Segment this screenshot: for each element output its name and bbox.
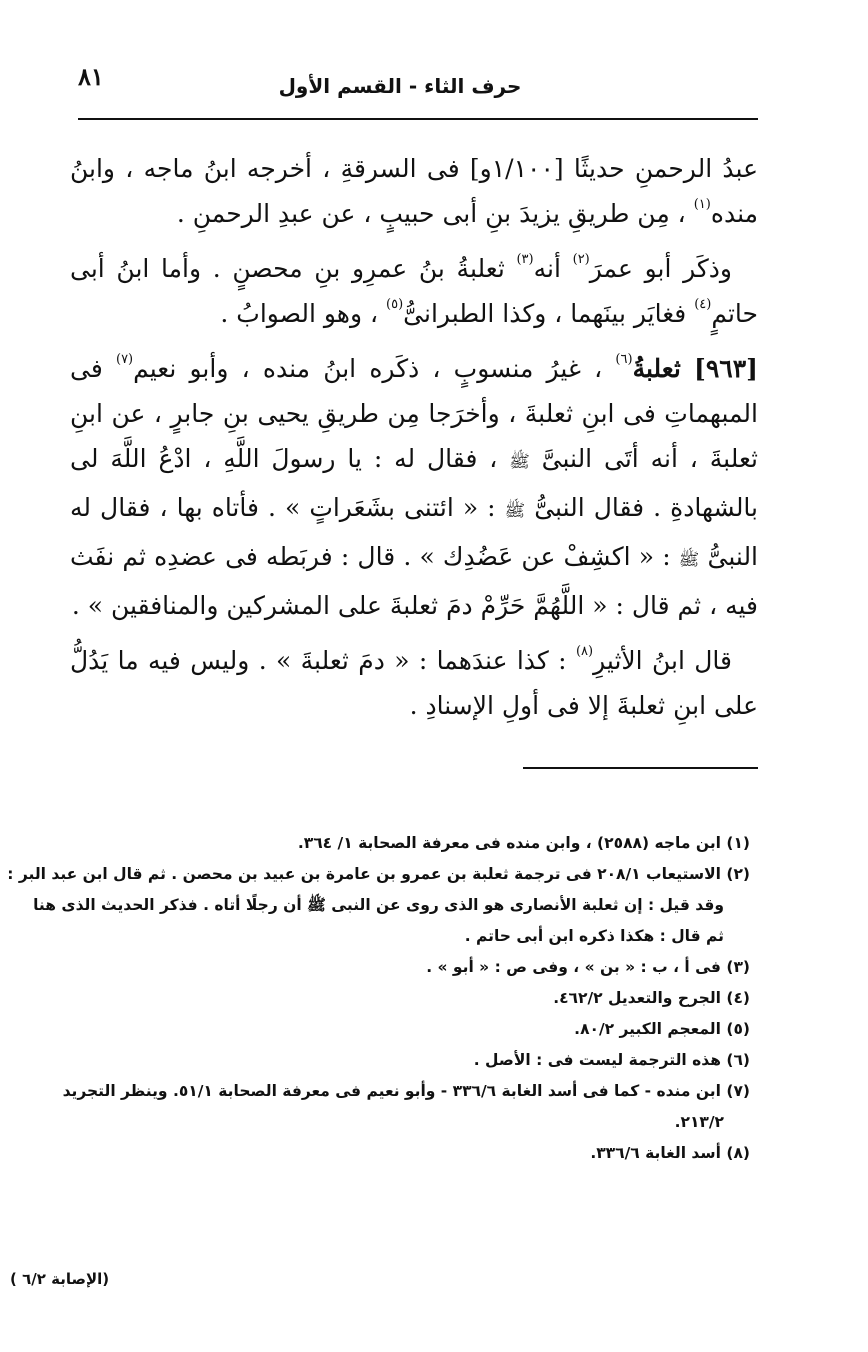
- salawat-glyph: ﷺ: [504, 501, 526, 521]
- section-end-rule: [70, 738, 758, 783]
- header-rule: [78, 118, 758, 120]
- footnote-1: (١) ابن ماجه (٢٥٨٨) ، وابن منده فى معرفة الصحابة ١/ ٣٦٤.: [297, 834, 750, 852]
- text-run: فغايَر بينَهما ، وكذا الطبرانىُّ: [403, 299, 695, 328]
- salawat-glyph: ﷺ: [678, 550, 700, 570]
- footnote-2: (٢) الاستيعاب ٢٠٨/١ فى ترجمة ثعلبة بن عمرو بن عامرة بن عبيد بن محصن . ثم قال ابن عبد البر :: [7, 865, 750, 883]
- footnote-ref-4[interactable]: (٤): [694, 297, 712, 312]
- footnote-ref-1[interactable]: (١): [693, 197, 711, 212]
- footer-signature: (الإصابة ٦/٢ ): [10, 1270, 110, 1288]
- text-run: فى المبهماتِ فى ابنِ ثعلبةَ ، وأخرَجا مِن طريقِ يحيى بنِ جابرٍ ، عن ابنِ ثعلبةَ ، أنه أتَى النبىَّ: [70, 354, 758, 473]
- footnote-ref-5[interactable]: (٥): [386, 297, 404, 312]
- paragraph-2: [70, 246, 758, 336]
- paragraph-4: [70, 638, 758, 728]
- footnote-6: (٦) هذه الترجمة ليست فى : الأصل .: [473, 1051, 750, 1069]
- text-run: ، وهو الصوابُ .: [220, 299, 387, 328]
- footnote-5: (٥) المعجم الكبير ٨٠/٢.: [574, 1020, 750, 1038]
- footnote-2-cont: ثم قال : هكذا ذكره ابن أبى حاتم .: [464, 927, 724, 945]
- footnote-ref-8[interactable]: (٨): [575, 644, 594, 659]
- text-run: : كذا عندَهما : « دمَ ثعلبةَ » . وليس فيه ما يَدُلُّ على ابنِ ثعلبةَ إلا فى أولِ الإسنادِ .: [70, 646, 758, 720]
- footnote-ref-3[interactable]: (٣): [516, 252, 534, 267]
- text-run: : « اكشِفْ عن عَضُدِك » . قال : فربَطه فى عضدِه ثم نفَث فيه ، ثم قال : « اللَّهُمَّ حَرِّمْ دمَ ثعلبةَ على المشركين والمنافقين » .: [70, 542, 758, 620]
- paragraph-3: [70, 346, 758, 628]
- paragraph-1: [70, 146, 758, 236]
- footnote-2-cont: وقد قيل : إن ثعلبة الأنصارى هو الذى روى عن النبى ﷺ أن رجلًا أتاه . فذكر الحديث الذى هنا: [33, 896, 724, 914]
- text-run: ، غيرُ منسوبٍ ، ذكَره ابنُ منده ، وأبو نعيم: [133, 354, 616, 383]
- body-text: [70, 146, 758, 783]
- footnote-3: (٣) فى أ ، ب : « بن » ، وفى ص : « أبو » .: [426, 958, 750, 976]
- footnote-8: (٨) أسد الغابة ٣٣٦/٦.: [590, 1144, 750, 1162]
- salawat-glyph: ﷺ: [509, 452, 530, 472]
- text-run: أنه: [533, 254, 573, 283]
- page-number: ٨١: [78, 62, 104, 91]
- running-header: حرف الثاء - القسم الأول: [278, 74, 522, 98]
- footnote-7-cont: ٢١٣/٢.: [674, 1113, 724, 1131]
- text-run: ، فقال له : يا رسولَ اللَّهِ ، ادْعُ اللَّهَ لى بالشهادةِ . فقال النبىُّ: [70, 444, 759, 522]
- text-run: : « ائتنى بشَعَراتٍ » . فأتاه بها ، فقال له النبىُّ: [70, 493, 759, 571]
- entry-number: [٩٦٣]: [694, 354, 758, 383]
- footnote-4: (٤) الجرح والتعديل ٤٦٢/٢.: [553, 989, 750, 1007]
- footnote-7: (٧) ابن منده - كما فى أسد الغابة ٣٣٦/٦ - وأبو نعيم فى معرفة الصحابة ٥١/١. وينظر التجريد: [62, 1082, 750, 1100]
- footnote-ref-7[interactable]: (٧): [115, 352, 134, 367]
- text-run: ، مِن طريقِ يزيدَ بنِ أبى حبيبٍ ، عن عبدِ الرحمنِ .: [176, 199, 694, 228]
- text-run: ثعلبةُ بنُ عمرِو بنِ محصنٍ . وأما ابنُ أبى حاتمٍ: [70, 254, 758, 328]
- entry-name: ثعلبةُ: [632, 354, 681, 383]
- footnote-ref-6[interactable]: (٦): [615, 352, 633, 367]
- footnote-ref-2[interactable]: (٢): [572, 252, 590, 267]
- text-run: عبدُ الرحمنِ حديثًا [١/١٠٠و] فى السرقةِ ، أخرجه ابنُ ماجه ، وابنُ منده: [70, 154, 758, 228]
- text-run: وذكَر أبو عمرَ: [589, 254, 732, 283]
- footnotes: [7, 828, 750, 1169]
- text-run: قال ابنُ الأثيرِ: [593, 646, 732, 675]
